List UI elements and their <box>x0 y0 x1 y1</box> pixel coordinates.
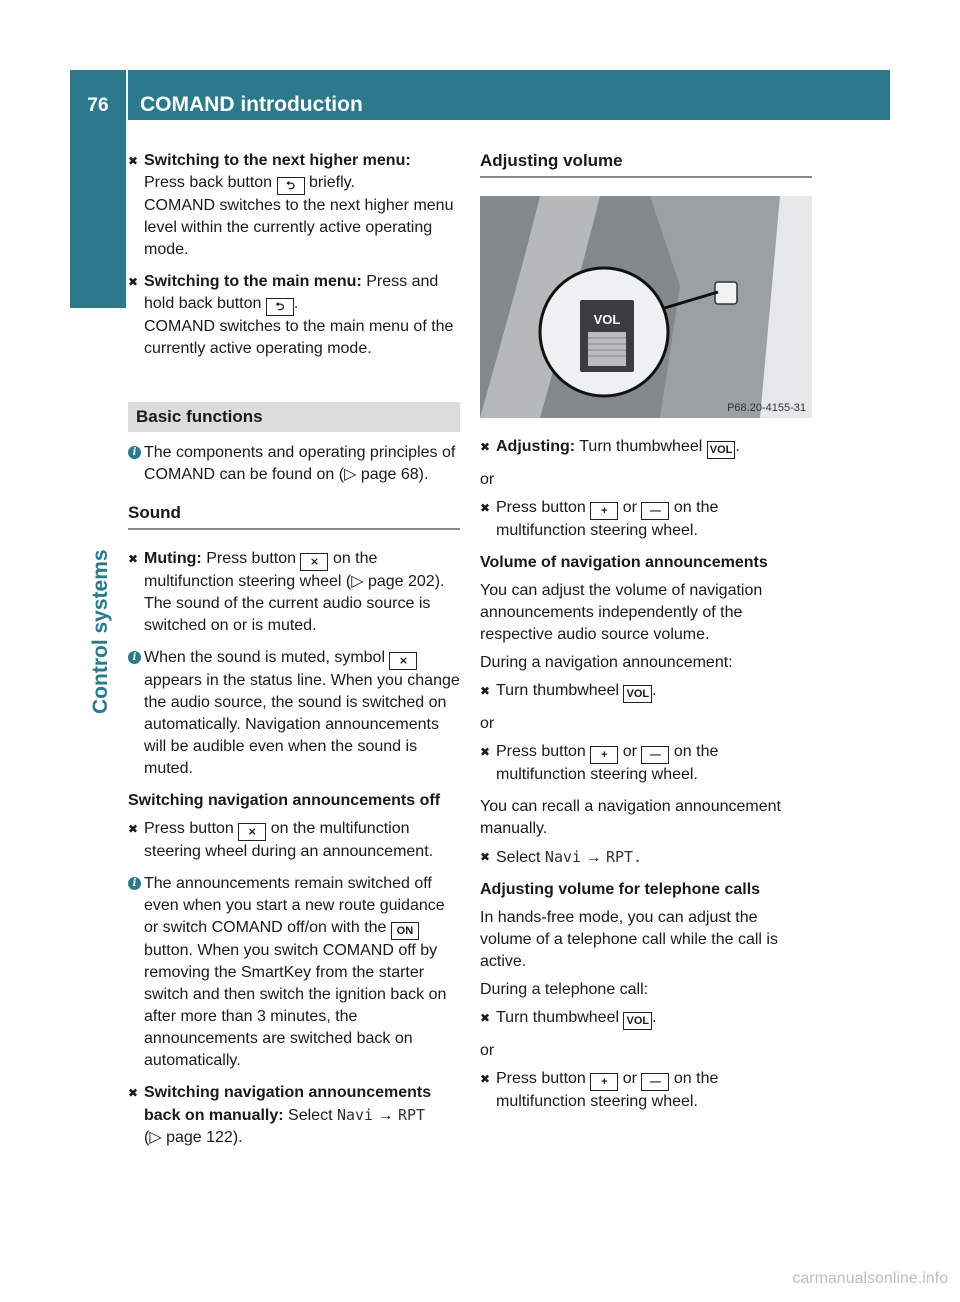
minus-icon: — <box>641 746 669 764</box>
step-text: . <box>735 438 740 455</box>
side-tab <box>86 494 116 714</box>
step-select-rpt <box>480 846 812 869</box>
step-detail: The sound of the current audio source is switched on or is muted. <box>144 595 431 634</box>
menu-item: Navi <box>544 848 582 866</box>
page-number: 76 <box>87 95 109 116</box>
step-text: Turn thumbwheel <box>579 438 703 455</box>
phone-volume-heading: Adjusting volume for telephone calls <box>480 881 761 898</box>
step-text: . <box>293 295 299 312</box>
back-button-icon: ⮌ <box>266 298 294 316</box>
step-arrow-icon: ✖ <box>128 552 139 566</box>
step-text: . <box>652 682 657 699</box>
paragraph: During a navigation announcement: <box>480 654 733 671</box>
step-arrow-icon: ✖ <box>128 1086 139 1100</box>
step-text: Press back button <box>144 174 273 191</box>
info-icon: i <box>128 446 141 459</box>
step-arrow-icon: ✖ <box>128 822 139 836</box>
plus-icon: + <box>590 502 618 520</box>
step-text: Press button <box>496 743 586 760</box>
info-text: The announcements remain switched off even when you start a new route guidance or switch COMAND off/on with the <box>144 875 445 936</box>
side-tab-label: Control systems <box>89 549 112 714</box>
mute-icon: ⨯ <box>389 652 417 670</box>
step-nav-on <box>128 1082 460 1149</box>
step-arrow-icon: ✖ <box>128 154 139 168</box>
plus-icon: + <box>590 746 618 764</box>
step-text: Select <box>496 849 541 866</box>
step-press-button <box>480 497 812 542</box>
paragraph: In hands-free mode, you can adjust the volume of a telephone call while the call is active. <box>480 909 778 970</box>
info-text: button. When you switch COMAND off by removing the SmartKey from the starter switch and then switch the ignition back on after more than 3 minutes, the announcements are switched back on automatically. <box>144 942 447 1069</box>
nav-volume-heading: Volume of navigation announcements <box>480 554 768 571</box>
plus-icon: + <box>590 1073 618 1091</box>
step-adjusting <box>480 436 812 459</box>
step-muting <box>128 548 460 637</box>
step-text: or <box>622 1070 637 1087</box>
step-text: Press button <box>206 550 297 567</box>
step-text: on the multifunction steering wheel. <box>496 499 719 539</box>
step-text: or <box>622 743 637 760</box>
step-arrow-icon: ✖ <box>480 1072 491 1086</box>
mute-icon: ⨯ <box>238 823 266 841</box>
vol-icon: VOL <box>707 441 736 459</box>
step-detail: COMAND switches to the next higher menu level within the currently active operating mode. <box>144 197 454 258</box>
step-title: Muting: <box>144 550 202 567</box>
vol-label: VOL <box>593 312 621 327</box>
step-text: on the multifunction steering wheel. <box>496 743 719 783</box>
sound-heading: Sound <box>128 502 460 530</box>
paragraph: During a telephone call: <box>480 981 649 998</box>
step-arrow-icon: ✖ <box>480 850 491 864</box>
step-title: Adjusting: <box>496 438 576 455</box>
minus-icon: — <box>641 502 669 520</box>
left-column <box>128 150 460 1159</box>
step-text: Press and hold back button <box>144 273 439 312</box>
step-text: on the multifunction steering wheel during an announcement. <box>144 820 434 860</box>
arrow-icon: → <box>585 849 602 866</box>
info-note <box>128 873 460 1072</box>
step-title: Switching navigation announcements back on manually: <box>144 1084 432 1124</box>
step-text: Turn thumbwheel <box>496 1009 620 1026</box>
side-tab-block <box>70 120 126 308</box>
adjusting-volume-heading: Adjusting volume <box>480 150 812 178</box>
step-next-higher-menu <box>128 150 460 261</box>
step-text: on the multifunction steering wheel (▷ page 202). <box>144 550 445 590</box>
basic-functions-heading: Basic functions <box>128 402 460 432</box>
step-text: Turn thumbwheel <box>496 682 620 699</box>
step-press-button <box>480 1068 812 1113</box>
minus-icon: — <box>641 1073 669 1091</box>
vol-thumbwheel-photo <box>480 196 812 418</box>
menu-item: RPT <box>398 1106 426 1124</box>
info-note <box>128 647 460 780</box>
step-main-menu <box>128 271 460 360</box>
step-nav-off <box>128 818 460 863</box>
step-text: Press button <box>496 499 586 516</box>
info-icon: i <box>128 877 141 890</box>
menu-item: RPT. <box>605 848 643 866</box>
photo-credit: P68.20-4155-31 <box>727 402 806 414</box>
step-arrow-icon: ✖ <box>480 684 491 698</box>
step-text: (▷ page 122). <box>144 1129 243 1146</box>
step-text: on the multifunction steering wheel. <box>496 1070 719 1110</box>
right-column <box>480 150 812 1123</box>
arrow-icon: → <box>377 1107 394 1124</box>
or-text: or <box>480 715 495 732</box>
or-text: or <box>480 1042 495 1059</box>
step-title: Switching to the next higher menu: <box>144 152 411 169</box>
info-text: The components and operating principles of COMAND can be found on (▷ page 68). <box>144 444 456 483</box>
paragraph: You can adjust the volume of navigation announcements independently of the respective audio source volume. <box>480 582 763 643</box>
nav-off-heading: Switching navigation announcements off <box>128 792 441 809</box>
step-text: Press button <box>496 1070 586 1087</box>
step-arrow-icon: ✖ <box>128 275 139 289</box>
watermark: carmanualsonline.info <box>792 1270 948 1287</box>
or-text: or <box>480 471 495 488</box>
step-text: . <box>652 1009 657 1026</box>
vol-icon: VOL <box>623 685 652 703</box>
back-button-icon: ⮌ <box>277 177 305 195</box>
paragraph: You can recall a navigation announcement manually. <box>480 798 781 837</box>
info-text: When the sound is muted, symbol <box>144 649 386 666</box>
info-text: appears in the status line. When you change the audio source, the sound is switched on automatically. Navigation announcements will be audible even when the sound is muted. <box>144 672 460 777</box>
header-divider <box>126 70 128 120</box>
step-turn-thumbwheel <box>480 680 812 703</box>
step-title: Switching to the main menu: <box>144 273 362 290</box>
step-turn-thumbwheel <box>480 1007 812 1030</box>
step-text: Press button <box>144 820 234 837</box>
step-text: Select <box>288 1107 333 1124</box>
menu-item: Navi <box>336 1106 374 1124</box>
step-detail: COMAND switches to the main menu of the currently active operating mode. <box>144 318 454 357</box>
mute-icon: ⨯ <box>300 553 328 571</box>
page-title: COMAND introduction <box>140 93 363 116</box>
step-arrow-icon: ✖ <box>480 501 491 515</box>
step-text: or <box>622 499 637 516</box>
info-note <box>128 442 460 486</box>
step-arrow-icon: ✖ <box>480 440 491 454</box>
on-button-icon: ON <box>391 922 419 940</box>
step-arrow-icon: ✖ <box>480 745 491 759</box>
step-arrow-icon: ✖ <box>480 1011 491 1025</box>
vol-icon: VOL <box>623 1012 652 1030</box>
step-press-button <box>480 741 812 786</box>
page-header <box>70 70 890 120</box>
step-text: briefly. <box>308 174 355 191</box>
info-icon: i <box>128 651 141 664</box>
thumbwheel-illustration <box>480 196 812 418</box>
